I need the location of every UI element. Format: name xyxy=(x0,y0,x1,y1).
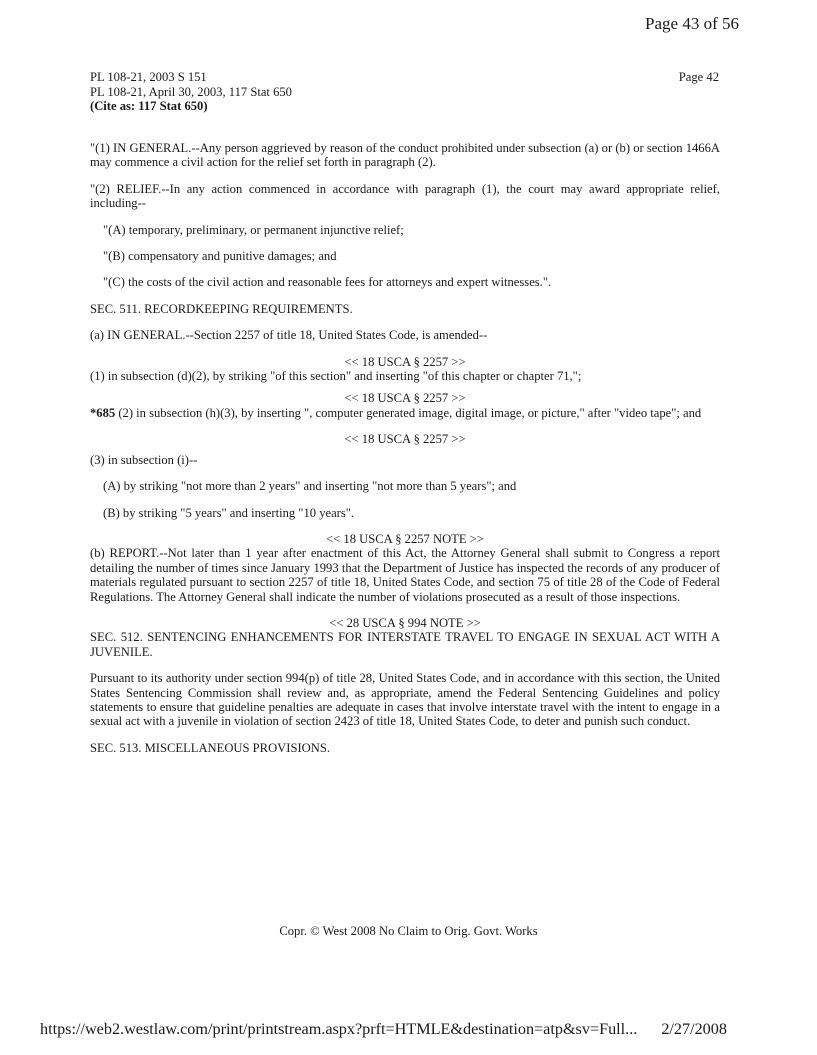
header-cite: (Cite as: 117 Stat 650) xyxy=(90,99,208,113)
print-footer xyxy=(40,1020,727,1039)
paragraph-511-a-3-A: (A) by striking "not more than 2 years" and inserting "not more than 5 years"; and xyxy=(103,479,517,494)
paragraph-relief-c: "(C) the costs of the civil action and reasonable fees for attorneys and expert witnesses.". xyxy=(103,275,552,290)
paragraph-511-b-report: (b) REPORT.--Not later than 1 year after enactment of this Act, the Attorney General shall submit to Congress a report detailing the number of times since January 1993 that the Department of Justice has inspected the records of any producer of materials regulated pursuant to section 2257 of title 18, United States Code, and section 75 of title 28 of the Code of Federal Regulations. The Attorney General shall indicate the number of violations prosecuted as a result of those inspections. xyxy=(90,546,720,604)
paragraph-relief-a: "(A) temporary, preliminary, or permanent injunctive relief; xyxy=(103,222,404,237)
statute-reference: << 18 USCA § 2257 >> xyxy=(344,354,466,369)
paragraph-in-general: "(1) IN GENERAL.--Any person aggrieved by reason of the conduct prohibited under subsection (a) or (b) or section 1466A may commence a civil action for the relief set forth in paragraph (2). xyxy=(90,141,720,170)
document-header xyxy=(90,70,292,114)
statute-reference: << 18 USCA § 2257 NOTE >> xyxy=(326,531,484,546)
statute-reference: << 28 USCA § 994 NOTE >> xyxy=(329,615,481,630)
header-line-1: PL 108-21, 2003 S 151 xyxy=(90,70,207,84)
paragraph-512: Pursuant to its authority under section 994(p) of title 28, United States Code, and in accordance with this section, the United States Sentencing Commission shall review and, as appropriate, amend the Federal Sentencing Guidelines and policy statements to ensure that guideline penalties are adequate in cases that involve interstate travel with the intent to engage in a sexual act with a juvenile in violation of section 2423 of title 18, United States Code, to deter and punish such conduct. xyxy=(90,671,720,729)
paragraph-511-a: (a) IN GENERAL.--Section 2257 of title 18, United States Code, is amended-- xyxy=(90,328,488,343)
document-body xyxy=(90,141,720,767)
paragraph-511-a-1: (1) in subsection (d)(2), by striking "of this section" and inserting "of this chapter or chapter 71,"; xyxy=(90,369,582,384)
copyright-notice: Copr. © West 2008 No Claim to Orig. Govt. Works xyxy=(279,924,538,938)
paragraph-511-a-3: (3) in subsection (i)-- xyxy=(90,452,198,467)
statute-reference: << 18 USCA § 2257 >> xyxy=(344,432,466,447)
section-511-heading: SEC. 511. RECORDKEEPING REQUIREMENTS. xyxy=(90,301,353,316)
paragraph-relief: "(2) RELIEF.--In any action commenced in accordance with paragraph (1), the court may award appropriate relief, including-- xyxy=(90,181,720,211)
section-512-heading: SEC. 512. SENTENCING ENHANCEMENTS FOR INTERSTATE TRAVEL TO ENGAGE IN SEXUAL ACT WITH A JUVENILE. xyxy=(90,630,720,659)
paragraph-relief-b: "(B) compensatory and punitive damages; and xyxy=(103,249,337,264)
source-url: https://web2.westlaw.com/print/printstream.aspx?prft=HTMLE&destination=atp&sv=Full... xyxy=(40,1020,638,1038)
paragraph-511-a-2 xyxy=(90,406,720,420)
statute-reference: << 18 USCA § 2257 >> xyxy=(344,391,466,406)
star-page-marker: *685 xyxy=(90,405,116,420)
browser-page-count: Page 43 of 56 xyxy=(645,14,739,33)
header-line-2: PL 108-21, April 30, 2003, 117 Stat 650 xyxy=(90,84,292,99)
document-page-number: Page 42 xyxy=(678,70,719,84)
paragraph-511-a-3-B: (B) by striking "5 years" and inserting "10 years". xyxy=(103,505,355,520)
paragraph-511-a-2-text: (2) in subsection (h)(3), by inserting ", computer generated image, digital image, or picture," after "video tape"; and xyxy=(115,405,702,420)
print-date: 2/27/2008 xyxy=(661,1020,727,1038)
section-513-heading: SEC. 513. MISCELLANEOUS PROVISIONS. xyxy=(90,740,331,755)
